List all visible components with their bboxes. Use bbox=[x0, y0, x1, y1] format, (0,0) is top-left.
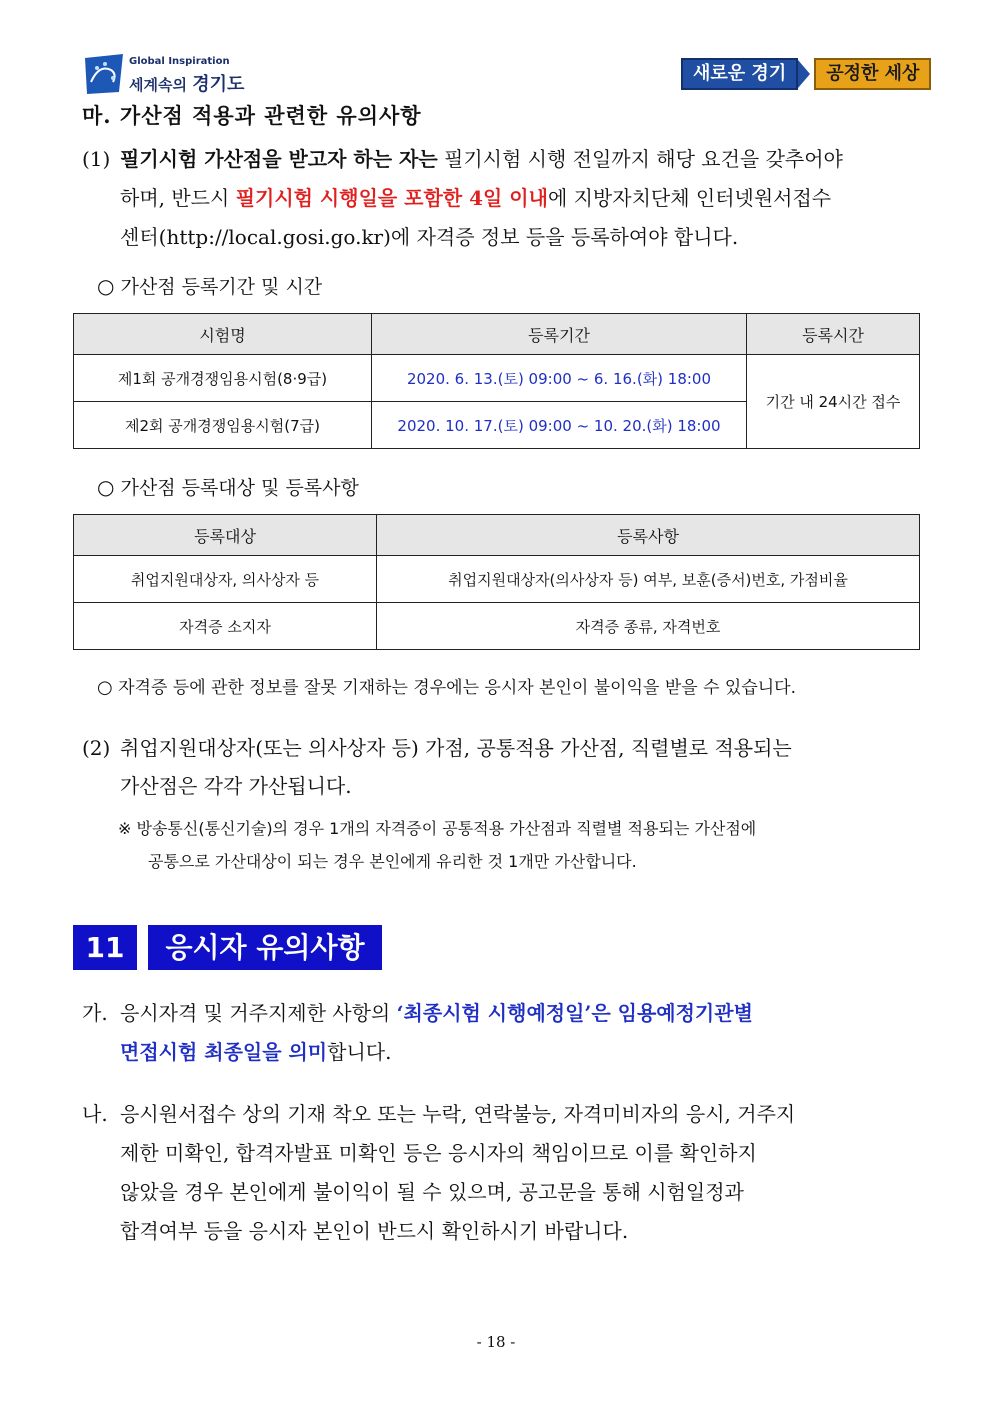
sub2-title bbox=[97, 467, 359, 508]
logo-prefix: 세계속의 bbox=[129, 76, 187, 94]
item1-line3: 센터(http://local.gosi.go.kr)에 자격증 정보 등을 등록하여야 합니다. bbox=[120, 225, 739, 249]
circle-bullet-icon: ○ bbox=[97, 677, 113, 698]
table-registration-items bbox=[73, 514, 920, 650]
section-number: 11 bbox=[73, 925, 137, 970]
circle-bullet-icon: ○ bbox=[97, 274, 115, 298]
table2-target: 취업지원대상자, 의사상자 등 bbox=[74, 556, 377, 603]
na-line2: 제한 미확인, 합격자발표 미확인 등은 응시자의 책임이므로 이를 확인하지 bbox=[120, 1141, 757, 1165]
table-row bbox=[74, 603, 920, 650]
item1-red-deadline: 필기시험 시행일을 포함한 4일 이내 bbox=[235, 186, 548, 210]
table2-header: 등록사항 bbox=[377, 515, 920, 556]
na-line4: 합격여부 등을 응시자 본인이 반드시 확인하시기 바랍니다. bbox=[120, 1219, 629, 1243]
na-line3: 않았을 경우 본인에게 불이익이 될 수 있으며, 공고문을 통해 시험일정과 bbox=[120, 1180, 744, 1204]
ga-line2-emphasis: 면접시험 최종일을 의미 bbox=[120, 1040, 328, 1064]
item1-number: (1) bbox=[82, 147, 111, 171]
slogan-arrow-icon bbox=[798, 60, 810, 88]
table2-items: 취업지원대상자(의사상자 등) 여부, 보훈(증서)번호, 가점비율 bbox=[377, 556, 920, 603]
ga-line1-a: 응시자격 및 거주지제한 사항의 bbox=[120, 1001, 397, 1025]
sub1-title bbox=[97, 266, 322, 307]
item1-line2-a: 하며, 반드시 bbox=[120, 186, 236, 210]
ga-line2-b: 합니다. bbox=[327, 1040, 392, 1064]
ga-line1-emphasis: ‘최종시험 시행예정일’은 임용예정기관별 bbox=[396, 1001, 753, 1025]
table1-exam-name: 제2회 공개경쟁임용시험(7급) bbox=[74, 402, 372, 449]
item1-line2-b: 에 지방자치단체 인터넷원서접수 bbox=[547, 186, 832, 210]
ga-line1 bbox=[120, 993, 753, 1033]
section-heading-ma: 마. 가산점 적용과 관련한 유의사항 bbox=[82, 103, 422, 128]
item2-line2: 가산점은 각각 가산됩니다. bbox=[120, 774, 352, 798]
table1-header: 등록시간 bbox=[747, 314, 920, 355]
note-line1 bbox=[118, 812, 756, 846]
item1-bold-lead: 필기시험 가산점을 받고자 하는 자는 bbox=[120, 147, 438, 171]
item1-line1 bbox=[120, 139, 920, 179]
note-mark: ※ bbox=[118, 819, 132, 838]
note-line2: 공통으로 가산대상이 되는 경우 본인에게 유리한 것 1개만 가산합니다. bbox=[148, 852, 637, 871]
table1-time: 기간 내 24시간 접수 bbox=[747, 355, 920, 449]
ga-label: 가. bbox=[82, 1001, 108, 1025]
table2-items: 자격증 종류, 자격번호 bbox=[377, 603, 920, 650]
item2-number: (2) bbox=[82, 736, 111, 760]
sub2-title-text: 가산점 등록대상 및 등록사항 bbox=[120, 477, 359, 499]
slogan-banner bbox=[681, 60, 931, 88]
table1-period: 2020. 6. 13.(토) 09:00 ~ 6. 16.(화) 18:00 bbox=[372, 355, 747, 402]
gyeonggi-logo bbox=[83, 50, 243, 102]
table1-period: 2020. 10. 17.(토) 09:00 ~ 10. 20.(화) 18:00 bbox=[372, 402, 747, 449]
na-label: 나. bbox=[82, 1102, 108, 1126]
sub3-text: 자격증 등에 관한 정보를 잘못 기재하는 경우에는 응시자 본인이 불이익을 받을 수 있습니다. bbox=[118, 678, 796, 698]
item1-text-a: 필기시험 시행 전일까지 해당 요건을 갖추어야 bbox=[437, 147, 843, 171]
circle-bullet-icon: ○ bbox=[97, 475, 115, 499]
table1-exam-name: 제1회 공개경쟁임용시험(8·9급) bbox=[74, 355, 372, 402]
item2-line1: 취업지원대상자(또는 의사상자 등) 가점, 공통적용 가산점, 직렬별로 적용되는 bbox=[120, 736, 792, 760]
logo-subtitle: Global Inspiration bbox=[129, 56, 230, 67]
na-line1: 응시원서접수 상의 기재 착오 또는 누락, 연락불능, 자격미비자의 응시, 거주지 bbox=[120, 1102, 796, 1126]
table-row bbox=[74, 355, 920, 402]
table-row bbox=[74, 556, 920, 603]
sub3-note bbox=[97, 668, 796, 708]
slogan-part-a: 새로운 경기 bbox=[681, 58, 798, 90]
logo-title bbox=[129, 70, 244, 96]
table2-header: 등록대상 bbox=[74, 515, 377, 556]
note-text1: 방송통신(통신기술)의 경우 1개의 자격증이 공통적용 가산점과 직렬별 적용되는 가산점에 bbox=[136, 819, 757, 838]
table1-header: 시험명 bbox=[74, 314, 372, 355]
table-registration-period bbox=[73, 313, 920, 449]
page-number: - 18 - bbox=[476, 1333, 516, 1351]
table2-target: 자격증 소지자 bbox=[74, 603, 377, 650]
ga-line2 bbox=[120, 1032, 391, 1072]
gyeonggi-logo-icon bbox=[83, 52, 125, 96]
table1-header: 등록기간 bbox=[372, 314, 747, 355]
slogan-part-b: 공정한 세상 bbox=[814, 58, 931, 90]
sub1-title-text: 가산점 등록기간 및 시간 bbox=[120, 276, 323, 298]
item1-line2 bbox=[120, 178, 920, 218]
logo-name: 경기도 bbox=[192, 74, 245, 95]
section-title: 응시자 유의사항 bbox=[148, 925, 382, 970]
